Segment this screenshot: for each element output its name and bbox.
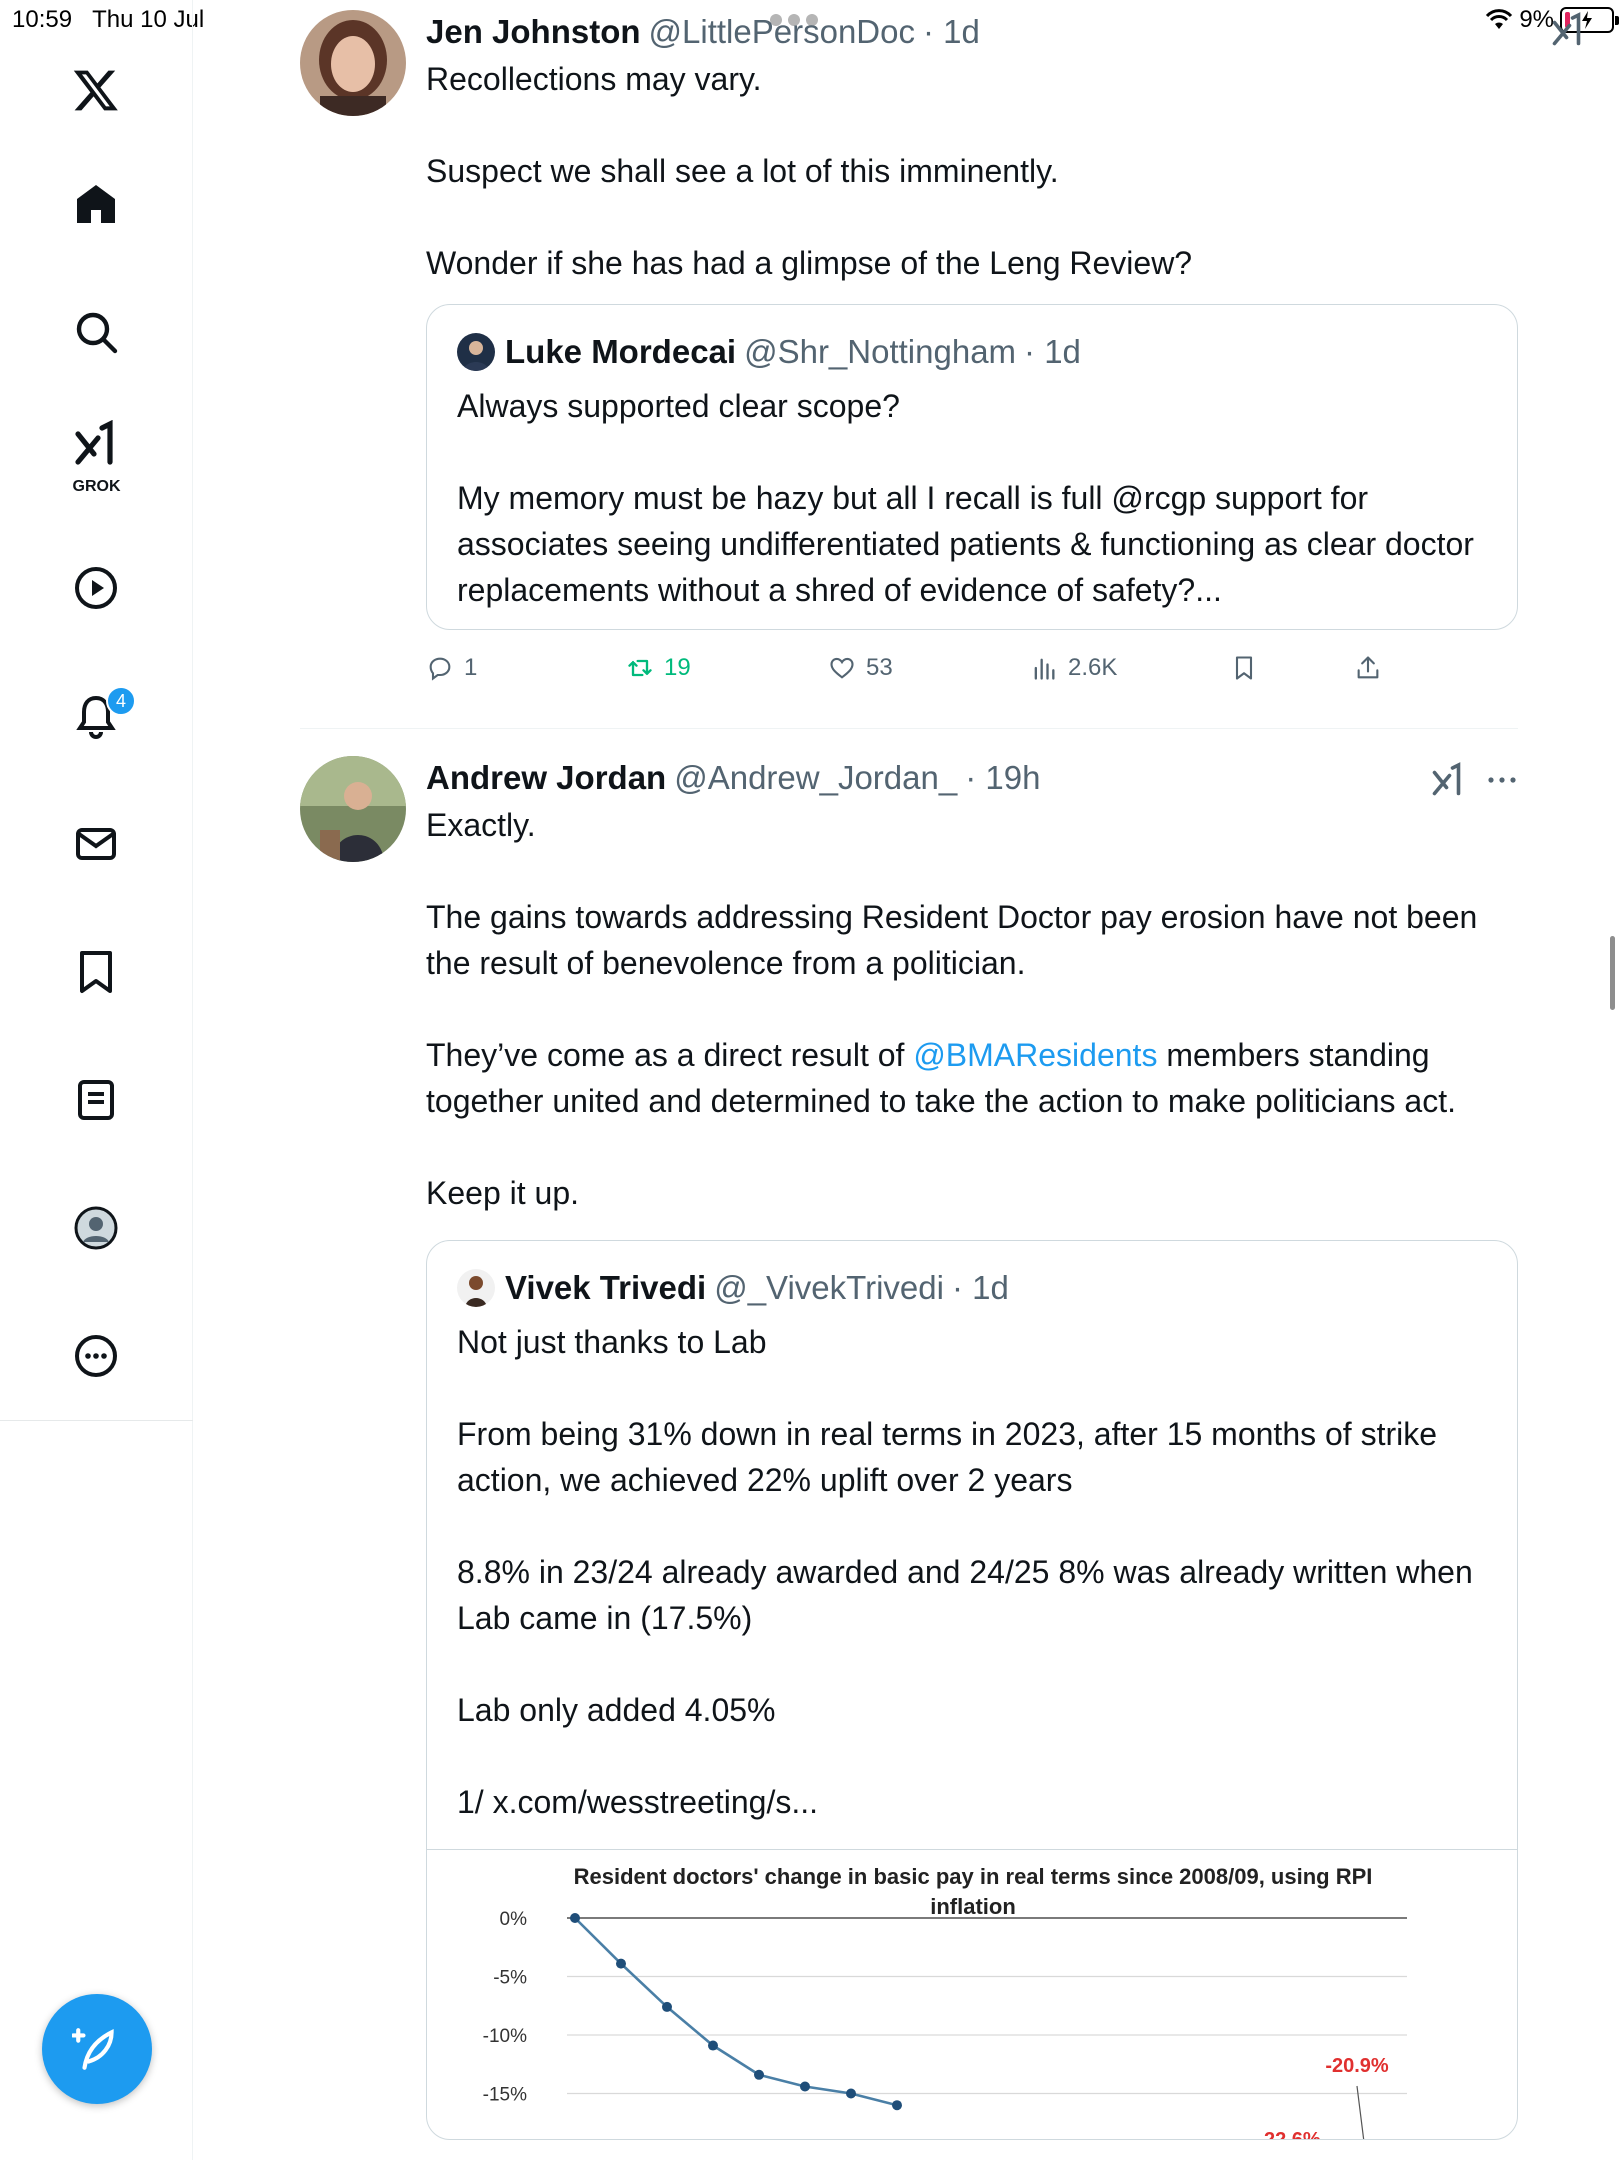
chart-annotation-leader [1357, 2086, 1365, 2140]
grok-icon[interactable] [1430, 762, 1466, 798]
retweet-count: 19 [664, 654, 691, 681]
grok-icon[interactable] [60, 412, 132, 476]
battery-percent: 9% [1519, 6, 1554, 33]
author-handle[interactable]: @Andrew_Jordan_ [674, 759, 958, 796]
retweet-icon [626, 654, 654, 682]
profile-icon[interactable] [60, 1192, 132, 1264]
reply-count: 1 [464, 654, 478, 681]
quote-avatar [457, 333, 495, 371]
notifications-badge: 4 [106, 686, 136, 716]
chart-data-point [616, 1959, 626, 1969]
sidebar [0, 0, 193, 2160]
quote-text: Not just thanks to Lab From being 31% down in real terms in 2023, after 15 months of strike action, we achieved 22% uplift over 2 years 8.8% in 23/24 already awarded and 24/25 8% was already written when Lab came in (17.5%) Lab only added 4.05% 1/ x.com/wesstreeting/s... [457, 1324, 1473, 1820]
chart-data-point [846, 2089, 856, 2099]
tweet-header-icons [1430, 762, 1518, 798]
like-count: 53 [866, 654, 893, 681]
bookmark-button[interactable] [1230, 654, 1354, 682]
quote-chart-image[interactable] [427, 1849, 1517, 2150]
tweet-header [426, 756, 1518, 800]
chart-data-point [754, 2070, 764, 2080]
tweet-text [426, 802, 1518, 1216]
avatar[interactable] [300, 10, 406, 116]
quote-handle: @Shr_Nottingham [744, 333, 1017, 370]
video-icon[interactable] [60, 552, 132, 624]
chart-y-tick-label: -10% [482, 2026, 527, 2047]
quote-handle: @_VivekTrivedi [714, 1269, 944, 1306]
quote-author: Vivek Trivedi [505, 1269, 707, 1306]
chart-y-tick-label: -5% [493, 1967, 527, 1989]
author-handle[interactable]: @LittlePersonDoc [648, 13, 915, 50]
more-icon[interactable] [60, 1320, 132, 1392]
sidebar-divider [0, 1420, 193, 1421]
search-icon[interactable] [60, 296, 132, 368]
compose-feather-icon [72, 2024, 122, 2074]
heart-icon [828, 654, 856, 682]
reply-icon [426, 654, 454, 682]
tweet-header [426, 10, 1518, 54]
tweet-actions [426, 638, 1518, 698]
views-icon [1030, 654, 1058, 682]
share-icon [1354, 654, 1382, 682]
chart-data-point [892, 2100, 902, 2110]
quoted-tweet[interactable] [426, 304, 1518, 630]
reply-button[interactable] [426, 654, 626, 682]
chart-y-tick-label: 0% [499, 1909, 527, 1930]
grok-icon[interactable] [1550, 12, 1586, 48]
chart-data-point [708, 2041, 718, 2051]
x-logo-icon[interactable] [60, 54, 132, 126]
tweet-2[interactable] [300, 756, 1518, 2160]
tweet-text: Recollections may vary. Suspect we shall see a lot of this imminently. Wonder if she has had a glimpse of the Leng Review? [426, 61, 1193, 281]
views-count: 2.6K [1068, 654, 1118, 681]
scrollbar-thumb[interactable] [1610, 936, 1615, 1010]
bookmark-icon [1230, 654, 1258, 682]
mention-link[interactable]: @BMAResidents [913, 1037, 1158, 1073]
quote-header [457, 1263, 1487, 1313]
compose-button[interactable] [42, 1994, 152, 2104]
tweet-time[interactable]: · 19h [965, 759, 1041, 796]
tweet-text-part: members standing together united and determined to take the action to make politicians act. Keep it up. [426, 1037, 1456, 1211]
chart-title: Resident doctors' change in basic pay in real terms since 2008/09, using RPI inflation [573, 1864, 1373, 1919]
like-button[interactable] [828, 654, 1030, 682]
views-button[interactable] [1030, 654, 1230, 682]
grok-label: GROK [72, 478, 121, 495]
quote-author: Luke Mordecai [505, 333, 737, 370]
quote-text: Always supported clear scope? My memory must be hazy but all I recall is full @rcgp support for associates seeing undifferentiated patients & functioning as clear doctor replacements without a shred of evidence of safety?... [457, 388, 1474, 608]
tweet-divider [300, 728, 1518, 729]
tweet-text-part: Exactly. The gains towards addressing Resident Doctor pay erosion have not been the result of benevolence from a politician. They’ve come as a direct result of [426, 807, 1478, 1073]
avatar[interactable] [300, 756, 406, 862]
status-time: 10:59 Thu 10 Jul [12, 6, 205, 33]
chart-data-point [800, 2081, 810, 2091]
quote-avatar [457, 1269, 495, 1307]
retweet-button[interactable] [626, 654, 828, 682]
tweet-1[interactable] [300, 10, 1518, 710]
author-name[interactable]: Andrew Jordan [426, 759, 667, 796]
more-options-icon[interactable] [1486, 774, 1518, 786]
lists-icon[interactable] [60, 1064, 132, 1136]
tweet-time[interactable]: · 1d [922, 13, 980, 50]
bookmarks-icon[interactable] [60, 936, 132, 1008]
home-icon[interactable] [60, 168, 132, 240]
share-button[interactable] [1354, 654, 1382, 682]
quote-time: · 1d [951, 1269, 1009, 1306]
chart-data-point [662, 2002, 672, 2012]
chart-annotation: -20.9% [1325, 2055, 1389, 2077]
chart-series-line [575, 1918, 897, 2105]
tweet-header-icons [1550, 12, 1586, 48]
author-name[interactable]: Jen Johnston [426, 13, 641, 50]
messages-icon[interactable] [60, 808, 132, 880]
chart-data-point [570, 1913, 580, 1923]
chart-annotation: -22.6% [1257, 2129, 1321, 2150]
chart-plot [427, 1850, 1518, 2150]
chart-y-tick-label: -15% [482, 2084, 527, 2106]
quote-time: · 1d [1024, 333, 1081, 370]
quote-header [457, 327, 1487, 377]
quoted-tweet[interactable] [426, 1240, 1518, 2150]
